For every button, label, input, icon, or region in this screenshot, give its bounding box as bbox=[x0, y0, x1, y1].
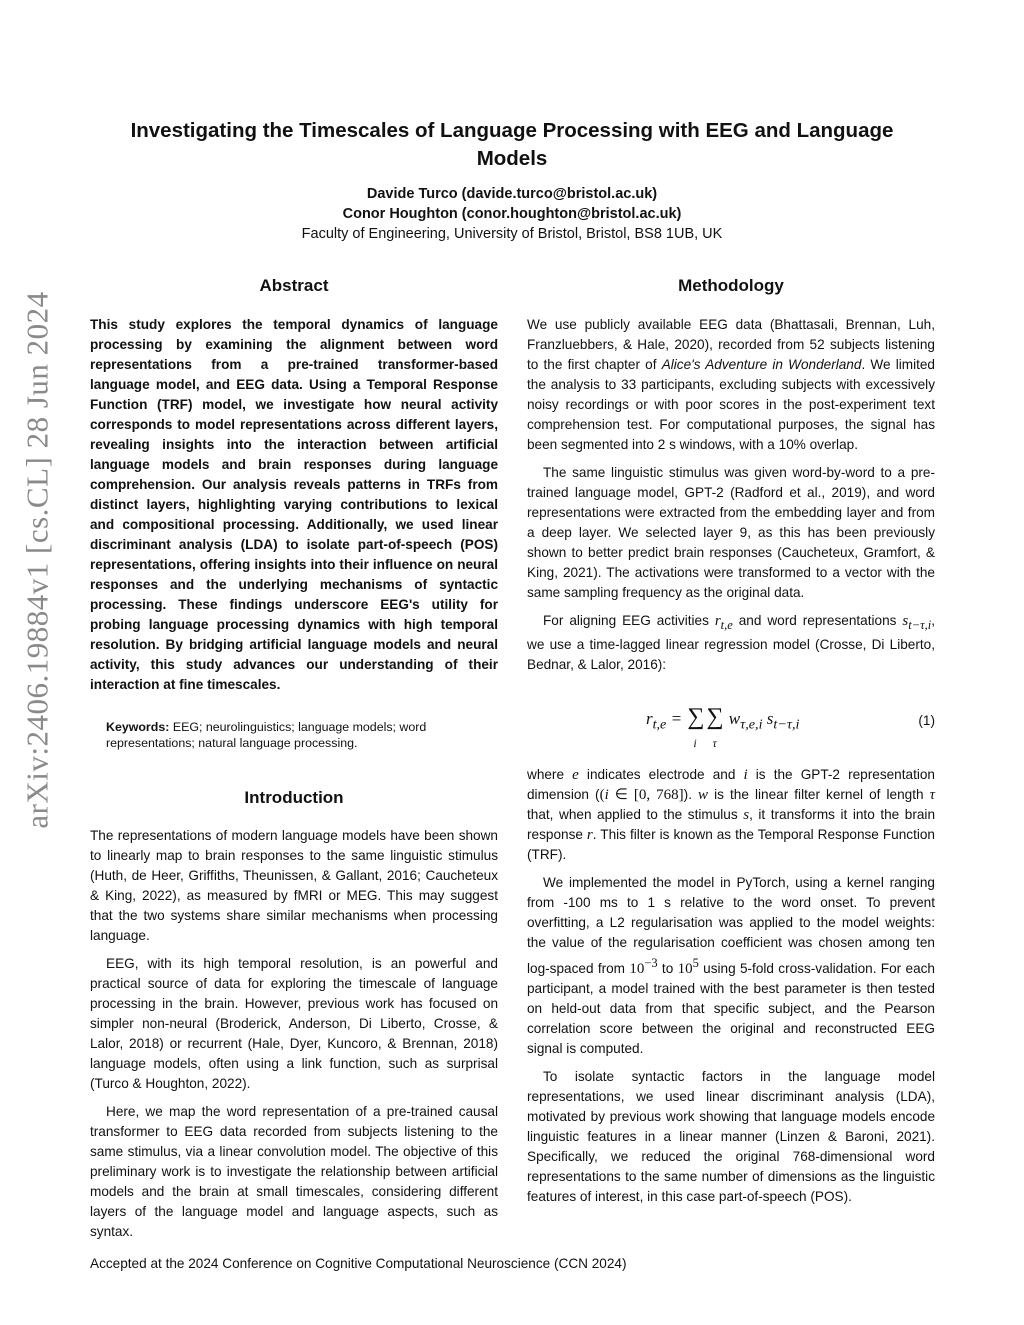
equation-number: (1) bbox=[918, 713, 935, 728]
methodology-paragraph: To isolate syntactic factors in the language model representations, we used linear discriminant analysis (LDA), motivated by previous work showing that language models encode linguistic features in a linear manner (Linzen & Baroni, 2021). Specifically, we reduced the original 768-dimensional word representations to the same number of dimensions as the linguistic features of interest, in this case part-of-speech (POS). bbox=[527, 1069, 935, 1204]
methodology-paragraph: We use publicly available EEG data (Bhattasali, Brennan, Luh, Franzluebbers, & Hale, 2020), recorded from 52 subjects listening to the first chapter of Alice's Adventure in Wonderland. We limited the analysis to 33 participants, excluding subjects with excessively noisy recordings or with poor scores in the post-experiment text comprehension test. For computational purposes, the signal has been segmented into 2 s windows, with a 10% overlap. bbox=[527, 317, 935, 452]
trf-equation: $r_{t,e}$ = ∑ i ∑ τ $w_{\tau,e,i}$ $s_{t-\tau,i}$ bbox=[645, 704, 800, 751]
abstract-text: This study explores the temporal dynamics of language processing by examining the alignment between word representations from a pre-trained transformer-based language model, and EEG data. Using a Temporal Response Function (TRF) model, we investigate how neural activity corresponds to model representations across different layers, revealing insights into the interaction between artificial language models and brain responses during language comprehension. Our analysis reveals patterns in TRFs from distinct layers, highlighting varying contributions to lexical and compositional processing. Additionally, we used linear discriminant analysis (LDA) to isolate part-of-speech (POS) representations, offering insights into their influence on neural responses and the underlying mechanisms of syntactic processing. These findings underscore EEG's utility for probing language processing dynamics with high temporal resolution. By bridging artificial language models and neural activity, this study advances our understanding of their interaction at fine timescales. bbox=[90, 317, 498, 692]
introduction-heading: Introduction bbox=[244, 788, 344, 807]
equation-1 bbox=[527, 701, 935, 751]
book-title: Alice's Adventure in Wonderland bbox=[661, 357, 862, 372]
author-1: Davide Turco (davide.turco@bristol.ac.uk) bbox=[366, 186, 658, 202]
abstract-heading: Abstract bbox=[259, 276, 329, 295]
methodology-paragraph: For aligning EEG activities $r_{t,e}$ and word representations $s_{t-\tau,i}$, we use a time-lagged linear regression model (Crosse, Di Liberto, Bednar, & Lalor, 2016): bbox=[527, 613, 935, 672]
methodology-paragraph: The same linguistic stimulus was given word-by-word to a pre-trained language model, GPT-2 (Radford et al., 2019), and word representations were extracted from the embedding layer and from a deep layer. We selected layer 9, as this has been previously shown to better predict brain responses (Caucheteux, Gramfort, & King, 2021). The activations were transformed to a vector with the same sampling frequency as the original data. bbox=[527, 465, 935, 600]
paper-title: Investigating the Timescales of Language Processing with EEG and Language Models bbox=[130, 119, 894, 170]
keywords-text: EEG; neurolinguistics; language models; word representations; natural language processing. bbox=[106, 720, 427, 750]
methodology-paragraph: We implemented the model in PyTorch, using a kernel ranging from -100 ms to 1 s relative to the word onset. To prevent overfitting, a L2 regularisation was applied to the model weights: the value of the regularisation coefficient was chosen among ten log-spaced from $10^{-3}$ to $10^5$ using 5-fold cross-validation. For each participant, a model trained with the best parameter is then tested on held-out data from that specific subject, and the Pearson correlation score between the original and reconstructed EEG signal is computed. bbox=[527, 875, 935, 1056]
right-column bbox=[527, 275, 935, 1207]
keywords bbox=[106, 719, 482, 751]
methodology-heading: Methodology bbox=[678, 276, 784, 295]
left-column bbox=[90, 275, 498, 1242]
intro-paragraph: Here, we map the word representation of a pre-trained causal transformer to EEG data recorded from subjects listening to the same stimulus, via a linear convolution model. The objective of this preliminary work is to investigate the relationship between artificial models and the brain at small timescales, considering different layers of the language model and language aspects, such as syntax. bbox=[90, 1104, 498, 1239]
methodology-paragraph: where e indicates electrode and i is the GPT-2 representation dimension ((i ∈ [0, 768]). w is the linear filter kernel of length τ that, when applied to the stimulus s, it transforms it into the brain response r. This filter is known as the Temporal Response Function (TRF). bbox=[527, 767, 936, 862]
author-2: Conor Houghton (conor.houghton@bristol.ac.uk) bbox=[342, 206, 682, 222]
keywords-label: Keywords: bbox=[106, 720, 170, 734]
intro-paragraph: EEG, with its high temporal resolution, is an powerful and practical source of data for exploring the timescale of language processing in the brain. However, previous work has focused on simpler non-neural (Broderick, Anderson, Di Liberto, Crosse, & Lalor, 2018) or recurrent (Hale, Dyer, Kuncoro, & Brennan, 2018) language models, often using a link function, such as surprisal (Turco & Houghton, 2022). bbox=[90, 956, 498, 1091]
affiliation: Faculty of Engineering, University of Bristol, Bristol, BS8 1UB, UK bbox=[301, 226, 723, 242]
conference-footer: Accepted at the 2024 Conference on Cognitive Computational Neuroscience (CCN 2024) bbox=[90, 1256, 627, 1271]
intro-paragraph: The representations of modern language models have been shown to linearly map to brain responses to the same linguistic stimulus (Huth, de Heer, Griffiths, Theunissen, & Gallant, 2016; Caucheteux & King, 2022), as measured by fMRI or MEG. This may suggest that the two systems share similar mechanisms when processing language. bbox=[90, 828, 498, 943]
author-block bbox=[100, 184, 924, 244]
arxiv-identifier-text: arXiv:2406.19884v1 [cs.CL] 28 Jun 2024 bbox=[20, 291, 55, 829]
arxiv-identifier-stamp bbox=[8, 150, 68, 970]
